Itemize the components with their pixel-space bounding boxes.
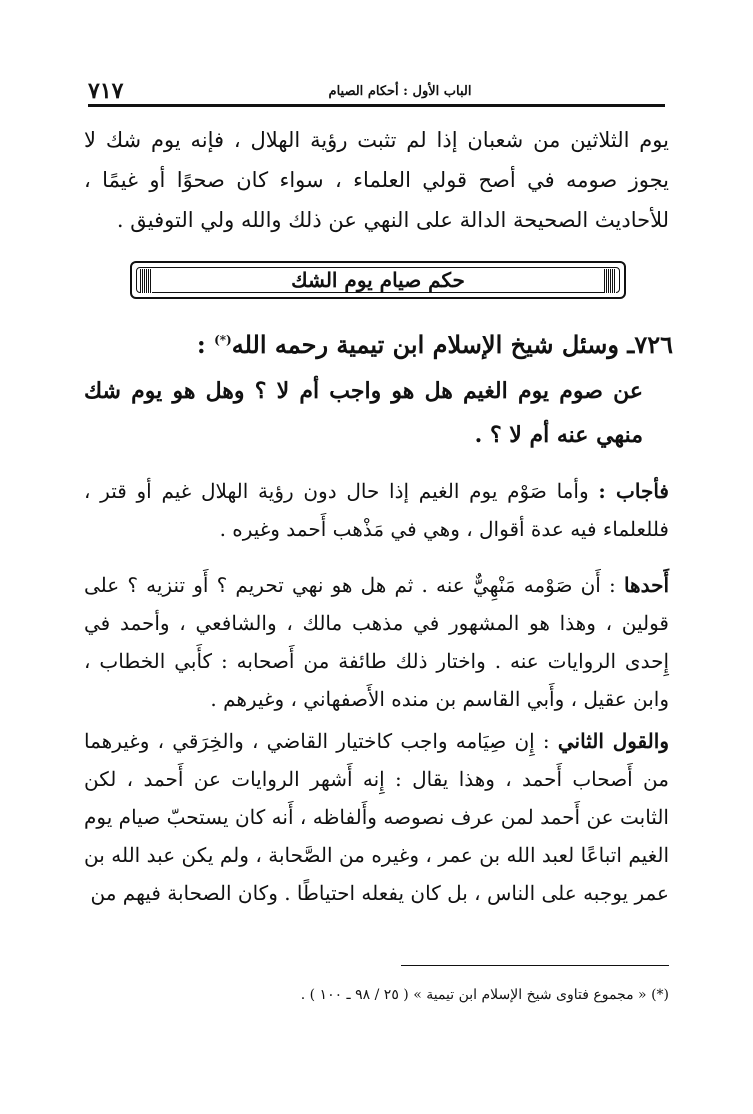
section-banner (130, 261, 626, 299)
second-view-text: : إِن صِيَامه واجب كاختيار القاضي ، والخِرَقي ، وغيرهما من أَصحاب أَحمد ، وهذا يقال : إِنه أَشهر الروايات عن أَحمد ، لكن الثابت عن أَحمد لمن عرف نصوصه وأَلفاظه ، أَنه كان يستحبّ صيام يوم الغيم اتباعًا لعبد الله بن عمر ، وغيره من الصَّحابة ، ولم يكن عبد الله بن عمر يوجبه على الناس ، بل كان يفعله احتياطًا . وكان الصحابة فيهم من (84, 729, 669, 905)
banner-ornament-left (140, 269, 152, 293)
header-rule (88, 104, 665, 107)
intro-paragraph: يوم الثلاثين من شعبان إذا لم تثبت رؤية الهلال ، فإنه يوم شك لا يجوز صومه في أصح قولي العلماء ، سواء كان صحوًا أو غيمًا ، للأحاديث الصحيحة الدالة على النهي عن ذلك والله ولي التوفيق . (84, 128, 669, 232)
first-view-text: : أَن صَوْمه مَنْهِيٌّ عنه . ثم هل هو نهي تحريم ؟ أَو تنزيه ؟ على قولين ، وهذا هو المشهور في مذهب مالك ، والشافعي ، وأحمد في إِحدى الروايات عنه . واختار ذلك طائفة من أَصحابه : كأَبي الخطاب ، وابن عقيل ، وأَبي القاسم بن منده الأَصفهاني ، وغيرهم . (84, 573, 669, 711)
page-number: ٧١٧ (88, 78, 124, 104)
question-heading-suffix: : (196, 330, 215, 359)
question-heading-text: ٧٢٦ـ وسئل شيخ الإسلام ابن تيمية رحمه الله (231, 330, 673, 359)
question-heading (84, 323, 673, 362)
answer-text: وأما صَوْم يوم الغيم إذا حال دون رؤية الهلال غيم أو قتر ، فللعلماء فيه عدة أقوال ، وهي في مَذْهب أَحمد وغيره . (84, 479, 669, 541)
running-title: الباب الأول : أحكام الصيام (328, 84, 472, 99)
section-title: حكم صيام يوم الشك (291, 268, 465, 292)
footnote-rule (401, 965, 669, 966)
answer-lead: فأجاب : (598, 479, 669, 503)
question-text: عن صوم يوم الغيم هل هو واجب أم لا ؟ وهل هو يوم شك منهي عنه أم لا ؟ . (84, 378, 643, 448)
footnote-marker: (*) (214, 333, 232, 347)
answer-paragraph (84, 472, 669, 548)
second-view-lead: والقول الثاني (557, 729, 669, 753)
first-view-lead: أَحدها (623, 573, 669, 597)
first-view-paragraph (84, 566, 669, 718)
footnote: (*) « مجموع فتاوى شيخ الإسلام ابن تيمية » ( ٢٥ / ٩٨ ـ ١٠٠ ) . (300, 987, 669, 1003)
second-view-paragraph (84, 722, 669, 912)
banner-ornament-right (604, 269, 616, 293)
